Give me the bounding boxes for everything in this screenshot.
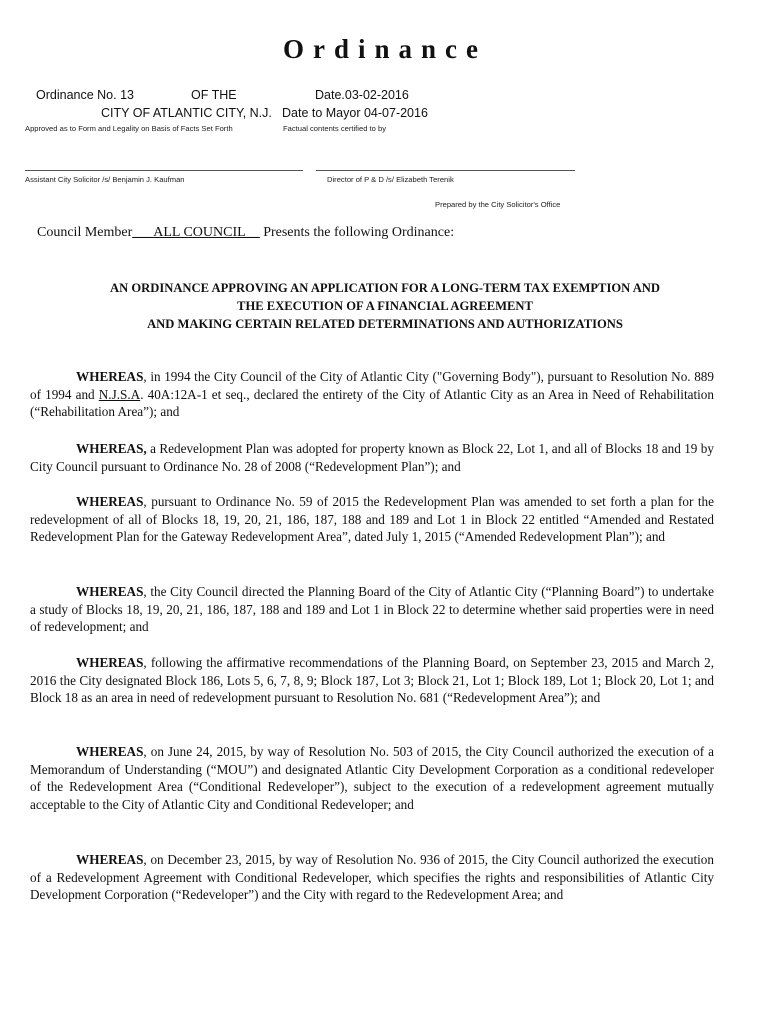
whereas-lead: WHEREAS <box>76 655 144 670</box>
heading-line-3: AND MAKING CERTAIN RELATED DETERMINATIONS AND AUTHORIZATIONS <box>147 317 623 331</box>
document-title: Ordinance <box>282 34 487 64</box>
ordinance-number: Ordinance No. 13 <box>36 88 134 102</box>
whereas-clause-1: WHEREAS, in 1994 the City Council of the City of Atlantic City ("Governing Body"), pursuant to Resolution No. 889 of 1994 and N.J.S.A. 40A:12A-1 et seq., declared the entirety of the City of Atlantic City as an Area in Need of Rehabilitation (“Rehabilitation Area”); and <box>30 369 714 419</box>
njsa-citation: N.J.S.A <box>98 386 141 402</box>
ordinance-date: Date.03-02-2016 <box>315 88 409 102</box>
whereas-clause-7: WHEREAS, on December 23, 2015, by way of Resolution No. 936 of 2015, the City Council authorized the execution of a Redevelopment Agreement with Conditional Redeveloper, which specifies the rights and responsibilities of Atlantic City Development Corporation (“Redeveloper”) and the City with regard to the Redevelopment Area; and <box>30 852 714 902</box>
whereas-lead: WHEREAS, <box>76 441 147 456</box>
prepared-by-note: Prepared by the City Solicitor's Office <box>435 200 561 209</box>
whereas-clause-5: WHEREAS, following the affirmative recommendations of the Planning Board, on September 23, 2015 and March 2, 2016 the City designated Block 186, Lots 5, 6, 7, 8, 9; Block 187, Lot 3; Block 21, Lot 1; Block 189, Lot 1; Block 20, Lot 1; and Block 18 as an area in need of redevelopment pursuant to Resolution No. 681 (“Redevelopment Area”); and <box>30 655 714 705</box>
council-member-name: ___ALL COUNCIL__ <box>132 225 260 240</box>
heading-line-2: THE EXECUTION OF A FINANCIAL AGREEMENT <box>237 299 533 313</box>
whereas-lead: WHEREAS <box>76 369 144 384</box>
director-signature-line <box>316 170 575 171</box>
factual-note: Factual contents certified to by <box>283 124 386 133</box>
solicitor-signature: Assistant City Solicitor /s/ Benjamin J. Kaufman <box>25 175 185 184</box>
council-member-line <box>37 225 454 241</box>
solicitor-signature-line <box>25 170 303 171</box>
whereas-lead: WHEREAS <box>76 744 144 759</box>
council-suffix: Presents the following Ordinance: <box>259 225 455 240</box>
whereas-clause-6: WHEREAS, on June 24, 2015, by way of Resolution No. 503 of 2015, the City Council authorized the execution of a Memorandum of Understanding (“MOU”) and designated Atlantic City Development Corporation as a conditional redeveloper of the Redevelopment Area (“Conditional Redeveloper”), subject to the execution of a redevelopment agreement mutually acceptable to the City of Atlantic City and Conditional Redeveloper; and <box>30 744 714 812</box>
council-prefix: Council Member <box>37 225 133 240</box>
director-signature: Director of P & D /s/ Elizabeth Terenik <box>327 175 454 184</box>
approved-note: Approved as to Form and Legality on Basis of Facts Set Forth <box>25 124 233 133</box>
of-the-label: OF THE <box>191 88 237 102</box>
whereas-lead: WHEREAS <box>76 494 144 509</box>
whereas-clause-3: WHEREAS, pursuant to Ordinance No. 59 of 2015 the Redevelopment Plan was amended to set forth a plan for the redevelopment of all of Blocks 18, 19, 20, 21, 186, 187, 188 and 189 and Lot 1 in Block 22 entitled “Amended and Restated Redevelopment Plan for the Gateway Redevelopment Area”, dated July 1, 2015 (“Amended Redevelopment Plan”); and <box>30 494 714 544</box>
city-name: CITY OF ATLANTIC CITY, N.J. <box>101 106 272 120</box>
date-to-mayor: Date to Mayor 04-07-2016 <box>282 106 428 120</box>
whereas-clause-2: WHEREAS, a Redevelopment Plan was adopted for property known as Block 22, Lot 1, and all of Blocks 18 and 19 by City Council pursuant to Ordinance No. 28 of 2008 (“Redevelopment Plan”); and <box>30 441 714 474</box>
whereas-clause-4: WHEREAS, the City Council directed the Planning Board of the City of Atlantic City (“Planning Board”) to undertake a study of Blocks 18, 19, 20, 21, 186, 187, 188 and 189 and Lot 1 in Block 22 to determine whether said properties were in need of redevelopment; and <box>30 584 714 634</box>
heading-line-1: AN ORDINANCE APPROVING AN APPLICATION FOR A LONG-TERM TAX EXEMPTION AND <box>110 281 660 295</box>
whereas-lead: WHEREAS <box>76 584 144 599</box>
whereas-lead: WHEREAS <box>76 852 144 867</box>
ordinance-heading <box>30 279 740 333</box>
